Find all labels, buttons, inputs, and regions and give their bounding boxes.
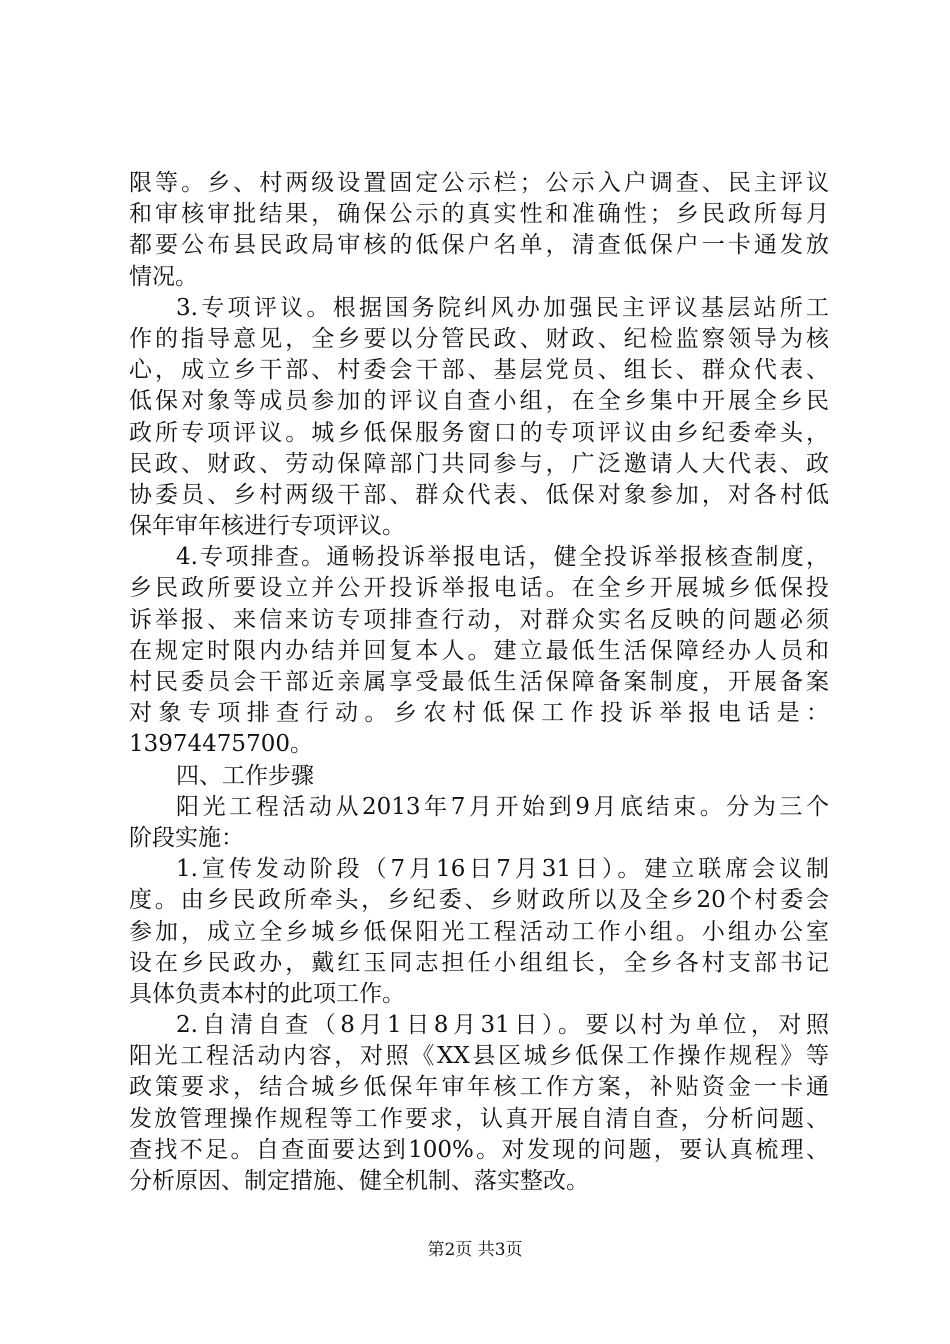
page-footer: 第2页 共3页 (427, 1240, 523, 1260)
text-line: 协委员、乡村两级干部、群众代表、低保对象参加，对各村低 (129, 481, 829, 508)
text-line: 查找不足。自查面要达到100%。对发现的问题，要认真梳理、 (129, 1136, 829, 1163)
text-line: 情况。 (129, 263, 198, 290)
text-line: 在规定时限内办结并回复本人。建立最低生活保障经办人员和 (129, 637, 829, 664)
text-line: 1.宣传发动阶段（7月16日7月31日）。建立联席会议制 (176, 856, 829, 883)
text-line: 和审核审批结果，确保公示的真实性和准确性；乡民政所每月 (129, 201, 829, 228)
text-line: 政策要求，结合城乡低保年审年核工作方案，补贴资金一卡通 (129, 1074, 829, 1101)
text-line: 限等。乡、村两级设置固定公示栏；公示入户调查、民主评议 (129, 170, 829, 196)
text-line: 13974475700。 (129, 731, 313, 758)
text-line: 阳光工程活动内容，对照《XX县区城乡低保工作操作规程》等 (129, 1043, 829, 1070)
text-line: 作的指导意见，全乡要以分管民政、财政、纪检监察领导为核 (129, 325, 829, 352)
text-line: 都要公布县民政局审核的低保户名单，清查低保户一卡通发放 (129, 232, 829, 259)
text-line: 阶段实施： (129, 824, 244, 851)
text-line: 阳光工程活动从2013年7月开始到9月底结束。分为三个 (176, 793, 829, 820)
text-line: 保年审年核进行专项评议。 (129, 513, 405, 540)
text-line: 3.专项评议。根据国务院纠风办加强民主评议基层站所工 (176, 294, 829, 321)
text-line: 心，成立乡干部、村委会干部、基层党员、组长、群众代表、 (129, 357, 829, 384)
text-line: 民政、财政、劳动保障部门共同参与，广泛邀请人大代表、政 (129, 450, 829, 477)
text-line: 度。由乡民政所牵头，乡纪委、乡财政所以及全乡20个村委会 (129, 887, 829, 914)
text-line: 具体负责本村的此项工作。 (129, 980, 405, 1007)
text-line: 乡民政所要设立并公开投诉举报电话。在全乡开展城乡低保投 (129, 575, 829, 602)
text-line: 设在乡民政办，戴红玉同志担任小组组长，全乡各村支部书记 (129, 949, 829, 976)
text-line: 四、工作步骤 (176, 762, 314, 789)
text-line: 村民委员会干部近亲属享受最低生活保障备案制度，开展备案 (129, 669, 829, 695)
text-line: 发放管理操作规程等工作要求，认真开展自清自查，分析问题、 (129, 1105, 829, 1132)
document-body (129, 168, 829, 1197)
text-line: 诉举报、来信来访专项排查行动，对群众实名反映的问题必须 (129, 606, 829, 633)
text-line: 4.专项排查。通畅投诉举报电话，健全投诉举报核查制度， (176, 544, 829, 571)
text-line: 对象专项排查行动。乡农村低保工作投诉举报电话是： (129, 700, 829, 727)
text-line: 政所专项评议。城乡低保服务窗口的专项评议由乡纪委牵头， (129, 419, 829, 446)
text-line: 参加，成立全乡城乡低保阳光工程活动工作小组。小组办公室 (129, 918, 829, 945)
text-line: 低保对象等成员参加的评议自查小组，在全乡集中开展全乡民 (129, 388, 829, 415)
text-line: 分析原因、制定措施、健全机制、落实整改。 (129, 1168, 589, 1194)
text-line: 2.自清自查（8月1日8月31日）。要以村为单位，对照 (176, 1012, 829, 1039)
